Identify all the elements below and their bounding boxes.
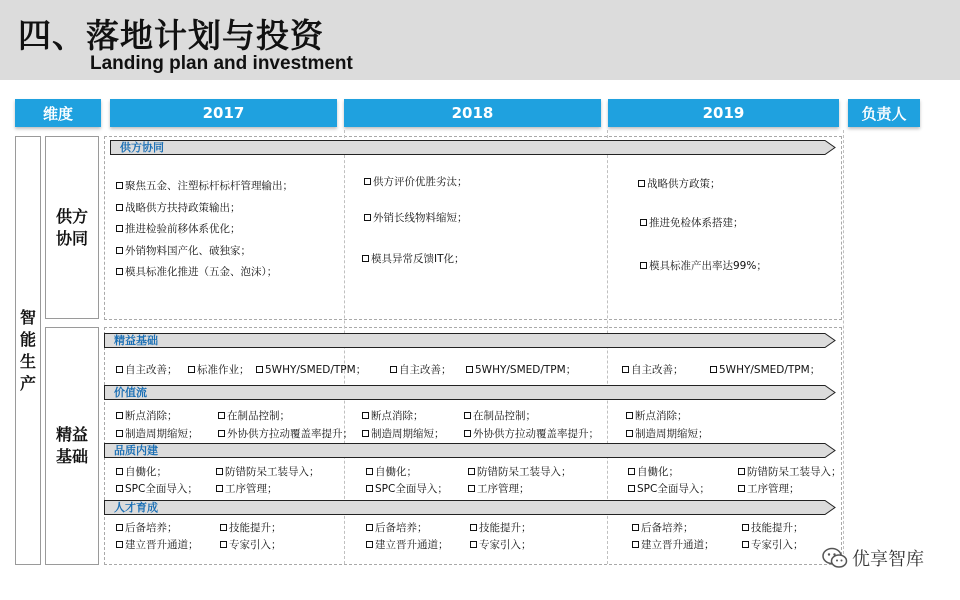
list-item: 后备培养； — [632, 522, 694, 535]
checkbox-icon — [366, 524, 373, 531]
list-item: 推进检验前移体系优化； — [116, 223, 241, 236]
checkbox-icon — [366, 468, 373, 475]
list-item: 自働化； — [628, 466, 679, 479]
checkbox-icon — [468, 468, 475, 475]
category-supplier — [45, 136, 99, 319]
page-subtitle: Landing plan and investment — [90, 53, 353, 74]
wechat-icon — [822, 547, 848, 569]
list-item: SPC全面导入； — [366, 483, 448, 496]
checkbox-icon — [116, 182, 123, 189]
checkbox-icon — [464, 430, 471, 437]
list-item: 防错防呆工装导入； — [468, 466, 572, 479]
list-item: 标准作业； — [188, 364, 250, 377]
checkbox-icon — [470, 541, 477, 548]
header-owner: 负责人 — [848, 99, 920, 127]
list-item: 防错防呆工装导入； — [738, 466, 842, 479]
checkbox-icon — [362, 430, 369, 437]
header-2019: 2019 — [608, 99, 839, 127]
checkbox-icon — [116, 541, 123, 548]
watermark-text: 优享智库 — [852, 549, 924, 570]
list-item: 自主改善； — [622, 364, 684, 377]
checkbox-icon — [256, 366, 263, 373]
list-item: 战略供方政策； — [638, 178, 721, 191]
checkbox-icon — [742, 541, 749, 548]
arrow-supplier-label: 供方协同 — [120, 141, 164, 154]
list-item: 技能提升； — [220, 522, 282, 535]
list-item: 自主改善； — [390, 364, 452, 377]
arrow-lean — [104, 333, 836, 348]
list-item: 自働化； — [116, 466, 167, 479]
list-item: 后备培养； — [116, 522, 178, 535]
checkbox-icon — [628, 485, 635, 492]
checkbox-icon — [116, 204, 123, 211]
checkbox-icon — [218, 430, 225, 437]
checkbox-icon — [622, 366, 629, 373]
checkbox-icon — [220, 524, 227, 531]
checkbox-icon — [220, 541, 227, 548]
list-item: 5WHY/SMED/TPM； — [256, 364, 366, 377]
checkbox-icon — [366, 541, 373, 548]
checkbox-icon — [216, 485, 223, 492]
checkbox-icon — [466, 366, 473, 373]
arrow-supplier — [110, 140, 836, 155]
category-lean — [45, 327, 99, 565]
checkbox-icon — [710, 366, 717, 373]
list-item: 建立晋升通道； — [632, 539, 715, 552]
list-item: 制造周期缩短； — [116, 428, 199, 441]
category-lean-label: 精益基础 — [55, 425, 88, 466]
list-item: 自働化； — [366, 466, 417, 479]
checkbox-icon — [632, 541, 639, 548]
checkbox-icon — [188, 366, 195, 373]
list-item: 外销长线物料缩短； — [364, 212, 468, 225]
checkbox-icon — [628, 468, 635, 475]
list-item: 技能提升； — [742, 522, 804, 535]
checkbox-icon — [362, 412, 369, 419]
list-item: 外协供方拉动覆盖率提升； — [218, 428, 353, 441]
arrow-talent-label: 人才育成 — [114, 501, 158, 514]
list-item: 工序管理； — [216, 483, 278, 496]
checkbox-icon — [366, 485, 373, 492]
list-item: 制造周期缩短； — [626, 428, 709, 441]
checkbox-icon — [632, 524, 639, 531]
list-item: SPC全面导入； — [116, 483, 198, 496]
checkbox-icon — [640, 262, 647, 269]
list-item: 5WHY/SMED/TPM； — [710, 364, 820, 377]
list-item: 防错防呆工装导入； — [216, 466, 320, 479]
checkbox-icon — [116, 412, 123, 419]
checkbox-icon — [364, 178, 371, 185]
list-item: 在制品控制； — [218, 410, 290, 423]
checkbox-icon — [362, 255, 369, 262]
list-item: 外销物料国产化、破独家； — [116, 245, 251, 258]
list-item: 模具异常反馈IT化； — [362, 253, 465, 266]
arrow-lean-label: 精益基础 — [114, 334, 158, 347]
arrow-quality-label: 品质内建 — [114, 444, 158, 457]
checkbox-icon — [638, 180, 645, 187]
checkbox-icon — [626, 430, 633, 437]
header-dimension: 维度 — [15, 99, 101, 127]
list-item: SPC全面导入； — [628, 483, 710, 496]
checkbox-icon — [626, 412, 633, 419]
checkbox-icon — [464, 412, 471, 419]
watermark — [822, 545, 924, 571]
checkbox-icon — [116, 366, 123, 373]
list-item: 断点消除； — [362, 410, 424, 423]
list-item: 5WHY/SMED/TPM； — [466, 364, 576, 377]
list-item: 工序管理； — [738, 483, 800, 496]
checkbox-icon — [116, 225, 123, 232]
list-item: 专家引入； — [470, 539, 532, 552]
category-smart-production — [15, 136, 41, 565]
list-item: 聚焦五金、注塑标杆标杆管理输出； — [116, 180, 293, 193]
list-item: 专家引入； — [220, 539, 282, 552]
checkbox-icon — [742, 524, 749, 531]
header-2018: 2018 — [344, 99, 601, 127]
list-item: 模具标准产出率达99%； — [640, 260, 767, 273]
checkbox-icon — [116, 468, 123, 475]
category-smart-production-label: 智能生产 — [20, 307, 37, 393]
checkbox-icon — [468, 485, 475, 492]
list-item: 专家引入； — [742, 539, 804, 552]
checkbox-icon — [116, 485, 123, 492]
list-item: 技能提升； — [470, 522, 532, 535]
checkbox-icon — [116, 247, 123, 254]
checkbox-icon — [470, 524, 477, 531]
checkbox-icon — [738, 468, 745, 475]
list-item: 建立晋升通道； — [366, 539, 449, 552]
column-divider-owner — [843, 130, 844, 564]
checkbox-icon — [116, 524, 123, 531]
list-item: 后备培养； — [366, 522, 428, 535]
list-item: 工序管理； — [468, 483, 530, 496]
list-item: 制造周期缩短； — [362, 428, 445, 441]
list-item: 推进免检体系搭建； — [640, 217, 744, 230]
category-supplier-label: 供方协同 — [55, 206, 88, 248]
checkbox-icon — [364, 214, 371, 221]
list-item: 模具标准化推进（五金、泡沫）； — [116, 266, 277, 279]
arrow-value-stream — [104, 385, 836, 400]
checkbox-icon — [116, 430, 123, 437]
arrow-talent — [104, 500, 836, 515]
list-item: 建立晋升通道； — [116, 539, 199, 552]
checkbox-icon — [216, 468, 223, 475]
list-item: 自主改善； — [116, 364, 178, 377]
list-item: 供方评价优胜劣汰； — [364, 176, 468, 189]
list-item: 战略供方扶持政策输出； — [116, 202, 241, 215]
page-title: 四、落地计划与投资 — [18, 16, 324, 55]
header-2017: 2017 — [110, 99, 337, 127]
arrow-quality — [104, 443, 836, 458]
checkbox-icon — [218, 412, 225, 419]
checkbox-icon — [640, 219, 647, 226]
list-item: 断点消除； — [626, 410, 688, 423]
list-item: 外协供方拉动覆盖率提升； — [464, 428, 599, 441]
checkbox-icon — [738, 485, 745, 492]
list-item: 在制品控制； — [464, 410, 536, 423]
checkbox-icon — [390, 366, 397, 373]
list-item: 断点消除； — [116, 410, 178, 423]
checkbox-icon — [116, 268, 123, 275]
arrow-value-stream-label: 价值流 — [114, 386, 147, 399]
